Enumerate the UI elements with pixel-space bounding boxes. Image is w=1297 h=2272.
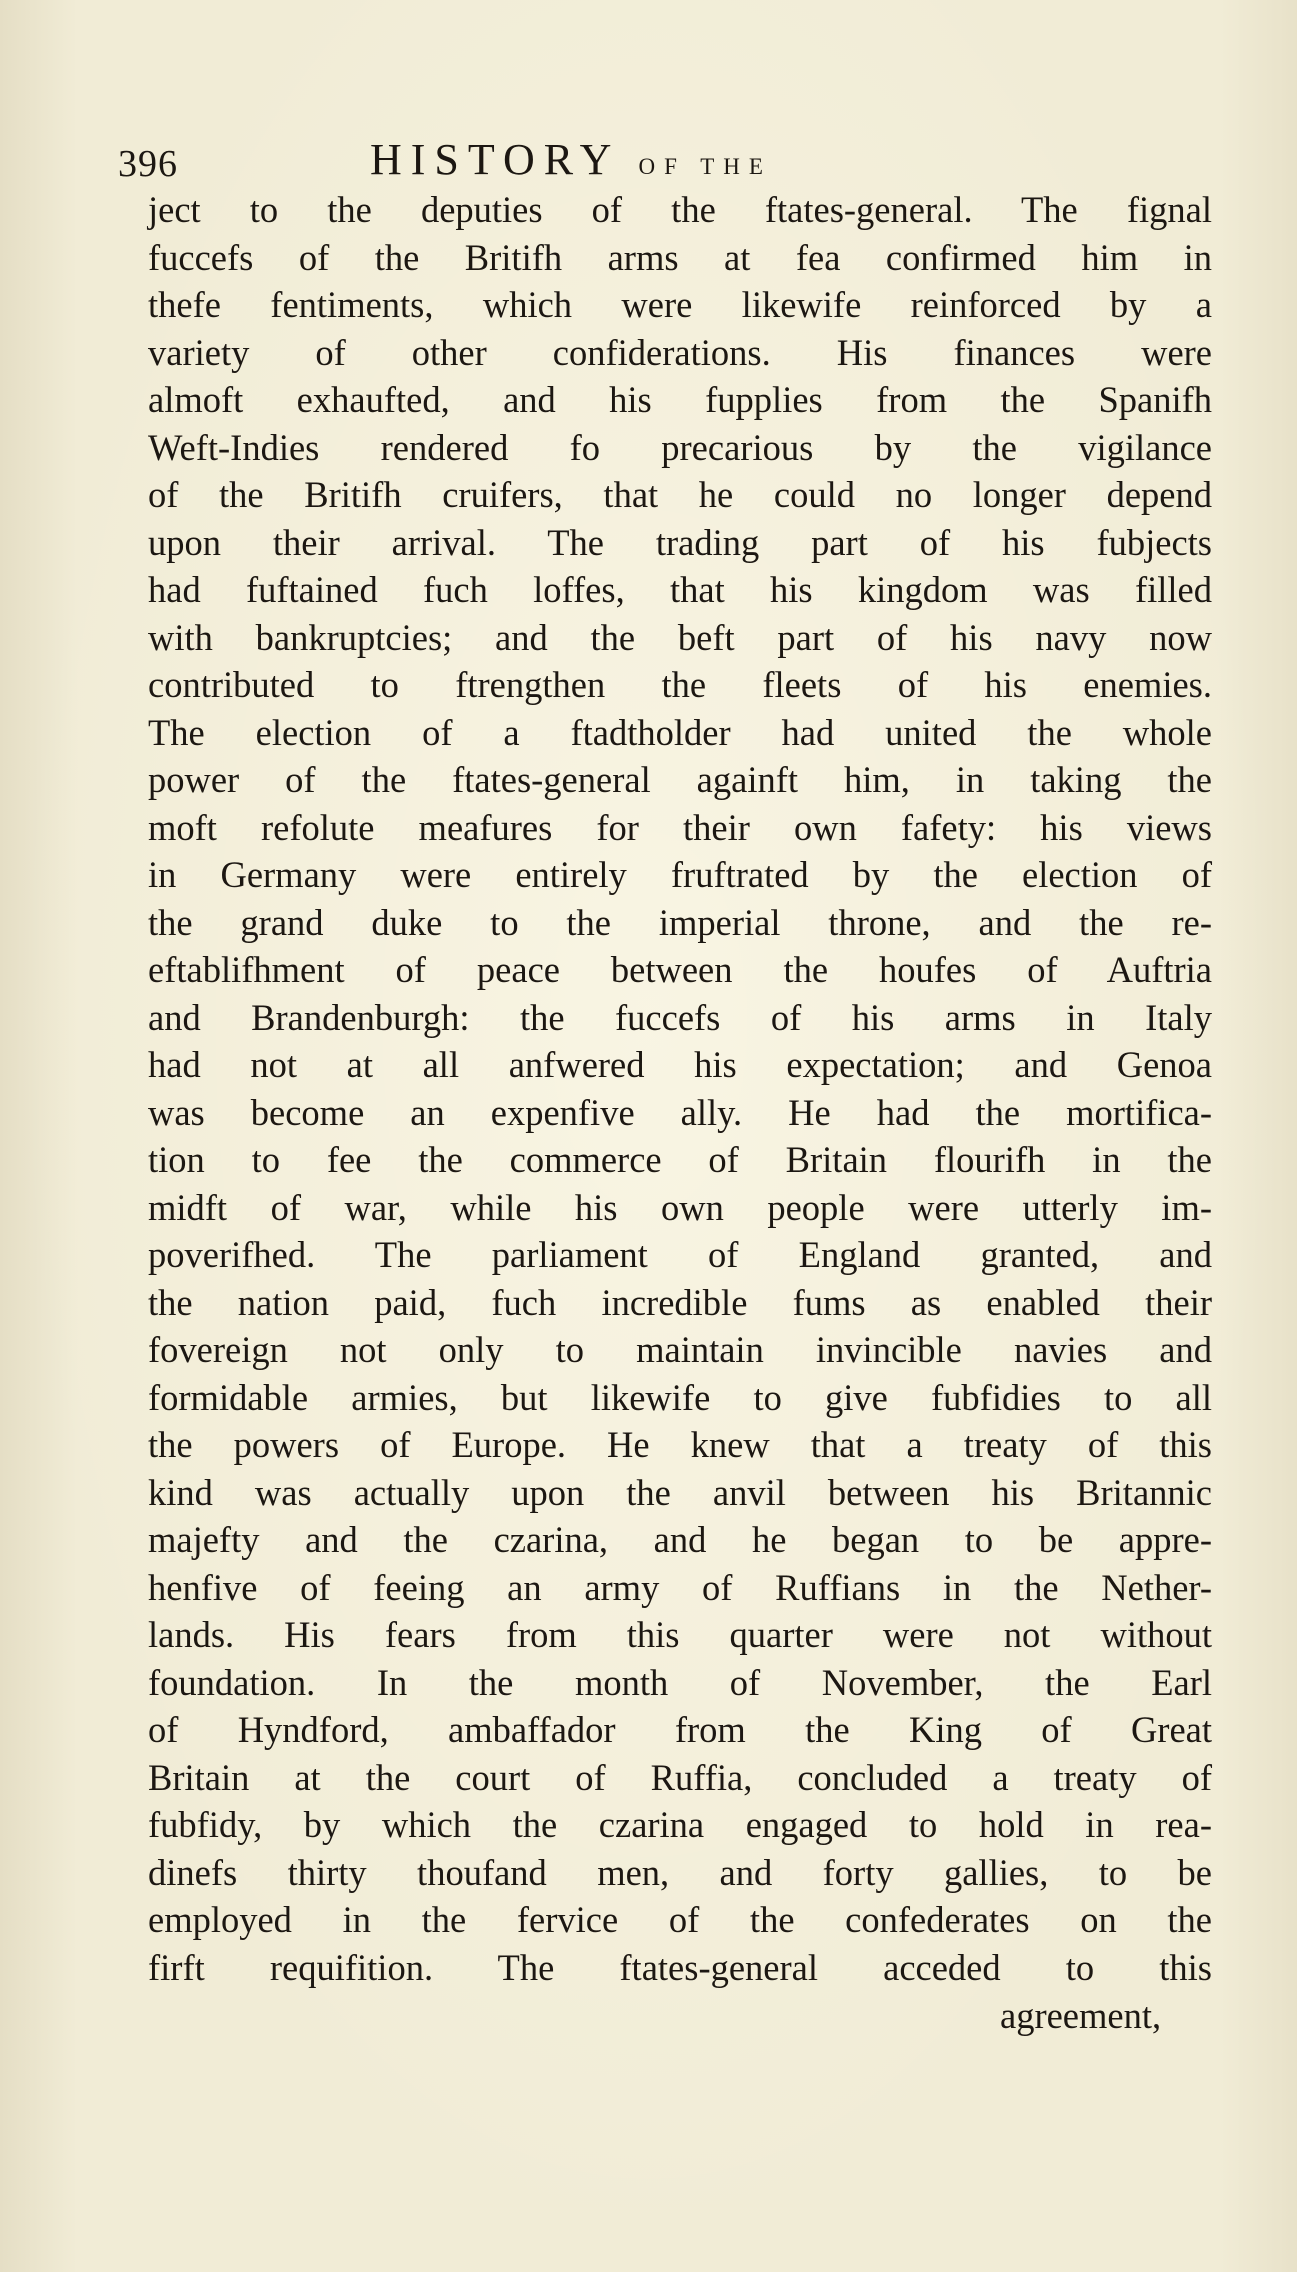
text-line: power of the ftates-general againft him, in taking the	[148, 759, 1212, 800]
running-head-subtitle: OF THE	[638, 154, 772, 179]
text-line: lands. His fears from this quarter were not without	[148, 1614, 1212, 1655]
text-line: kind was actually upon the anvil between his Britannic	[148, 1471, 1212, 1513]
text-line: employed in the fervice of the confederates on the	[148, 1899, 1212, 1940]
text-line: variety of other confiderations. His finances were	[148, 331, 1212, 373]
text-line: upon their arrival. The trading part of his fubjects	[148, 521, 1212, 563]
text-line: majefty and the czarina, and he began to be appre-	[148, 1519, 1212, 1560]
text-line: Britain at the court of Ruffia, concluded a treaty of	[148, 1756, 1212, 1798]
text-line: moft refolute meafures for their own fafety: his views	[148, 806, 1212, 848]
text-line: fuccefs of the Britifh arms at fea confirmed him in	[148, 236, 1212, 278]
text-line: poverifhed. The parliament of England granted, and	[148, 1234, 1212, 1275]
text-line: tion to fee the commerce of Britain flourifh in the	[148, 1139, 1212, 1180]
body-text	[148, 186, 1212, 1991]
text-line: the powers of Europe. He knew that a treaty of this	[148, 1424, 1212, 1465]
text-line: Weft-Indies rendered fo precarious by the vigilance	[148, 426, 1212, 468]
catchword: agreement,	[1000, 1995, 1162, 2036]
running-head	[370, 134, 772, 185]
text-line: firft requifition. The ftates-general acceded to this	[148, 1946, 1212, 1988]
text-line: midft of war, while his own people were utterly im-	[148, 1186, 1212, 1228]
text-line: dinefs thirty thoufand men, and forty gallies, to be	[148, 1851, 1212, 1893]
text-line: with bankruptcies; and the beft part of his navy now	[148, 616, 1212, 658]
text-line: in Germany were entirely fruftrated by the election of	[148, 854, 1212, 895]
text-line: of the Britifh cruifers, that he could no longer depend	[148, 474, 1212, 515]
text-line: thefe fentiments, which were likewife reinforced by a	[148, 284, 1212, 325]
text-line: was become an expenfive ally. He had the mortifica-	[148, 1091, 1212, 1133]
text-line: henfive of feeing an army of Ruffians in the Nether-	[148, 1566, 1212, 1608]
text-line: formidable armies, but likewife to give fubfidies to all	[148, 1376, 1212, 1418]
text-line: had not at all anfwered his expectation; and Genoa	[148, 1044, 1212, 1085]
text-line: ject to the deputies of the ftates-general. The fignal	[148, 189, 1212, 230]
text-line: eftablifhment of peace between the houfes of Auftria	[148, 949, 1212, 990]
text-line: had fuftained fuch loffes, that his kingdom was filled	[148, 569, 1212, 610]
text-line: the nation paid, fuch incredible fums as enabled their	[148, 1281, 1212, 1323]
text-line: contributed to ftrengthen the fleets of his enemies.	[148, 664, 1212, 705]
page-number: 396	[118, 143, 178, 185]
running-head-title: HISTORY	[370, 135, 621, 184]
text-line: The election of a ftadtholder had united the whole	[148, 711, 1212, 753]
text-line: fovereign not only to maintain invincible navies and	[148, 1329, 1212, 1370]
text-line: fubfidy, by which the czarina engaged to hold in rea-	[148, 1804, 1212, 1845]
text-line: almoft exhaufted, and his fupplies from the Spanifh	[148, 379, 1212, 420]
text-line: the grand duke to the imperial throne, and the re-	[148, 901, 1212, 943]
text-line: foundation. In the month of November, the Earl	[148, 1661, 1212, 1703]
text-line: and Brandenburgh: the fuccefs of his arms in Italy	[148, 996, 1212, 1038]
text-line: of Hyndford, ambaffador from the King of Great	[148, 1709, 1212, 1750]
